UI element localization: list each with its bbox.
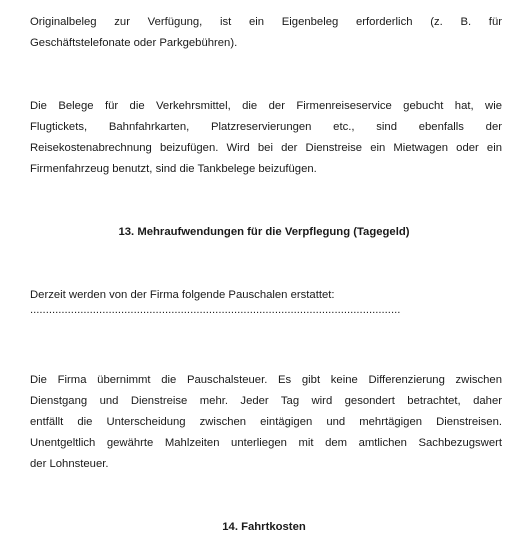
text-line: Reisekostenabrechnung beizufügen. Wird bei der Dienstreise ein Mietwagen oder ein — [30, 142, 502, 154]
text-line: entfällt die Unterscheidung zwischen eintägigen und mehrtägigen Dienstreisen. — [30, 416, 502, 428]
section-13-heading: 13. Mehraufwendungen für die Verpflegung (Tagegeld) — [118, 226, 410, 238]
section-14-heading: 14. Fahrtkosten — [222, 521, 306, 533]
text-line: Die Belege für die Verkehrsmittel, die der Firmenreiseservice gebucht hat, wie — [30, 100, 502, 112]
text-line: Geschäftstelefonate oder Parkgebühren). — [30, 37, 238, 49]
text-line: Flugtickets, Bahnfahrkarten, Platzreservierungen etc., sind ebenfalls der — [30, 121, 502, 133]
text-line: Originalbeleg zur Verfügung, ist ein Eigenbeleg erforderlich (z. B. für — [30, 16, 502, 28]
text-line: Die Firma übernimmt die Pauschalsteuer. Es gibt keine Differenzierung zwischen — [30, 374, 502, 386]
fill-in-dotted-line: ...................................................................................................................... — [30, 304, 401, 316]
paragraph-flat-rate-tax — [30, 370, 502, 475]
paragraph-transport-receipts — [30, 96, 502, 180]
paragraph-allowances — [30, 285, 502, 316]
text-line: Unentgeltlich gewährte Mahlzeiten unterliegen mit dem amtlichen Sachbezugswert — [30, 437, 502, 449]
paragraph-receipt-note — [30, 12, 502, 54]
text-line: Derzeit werden von der Firma folgende Pauschalen erstattet: — [30, 289, 335, 301]
text-line: Firmenfahrzeug benutzt, sind die Tankbelege beizufügen. — [30, 163, 317, 175]
text-line: der Lohnsteuer. — [30, 458, 109, 470]
text-line: Dienstgang und Dienstreise mehr. Jeder Tag wird gesondert betrachtet, daher — [30, 395, 502, 407]
